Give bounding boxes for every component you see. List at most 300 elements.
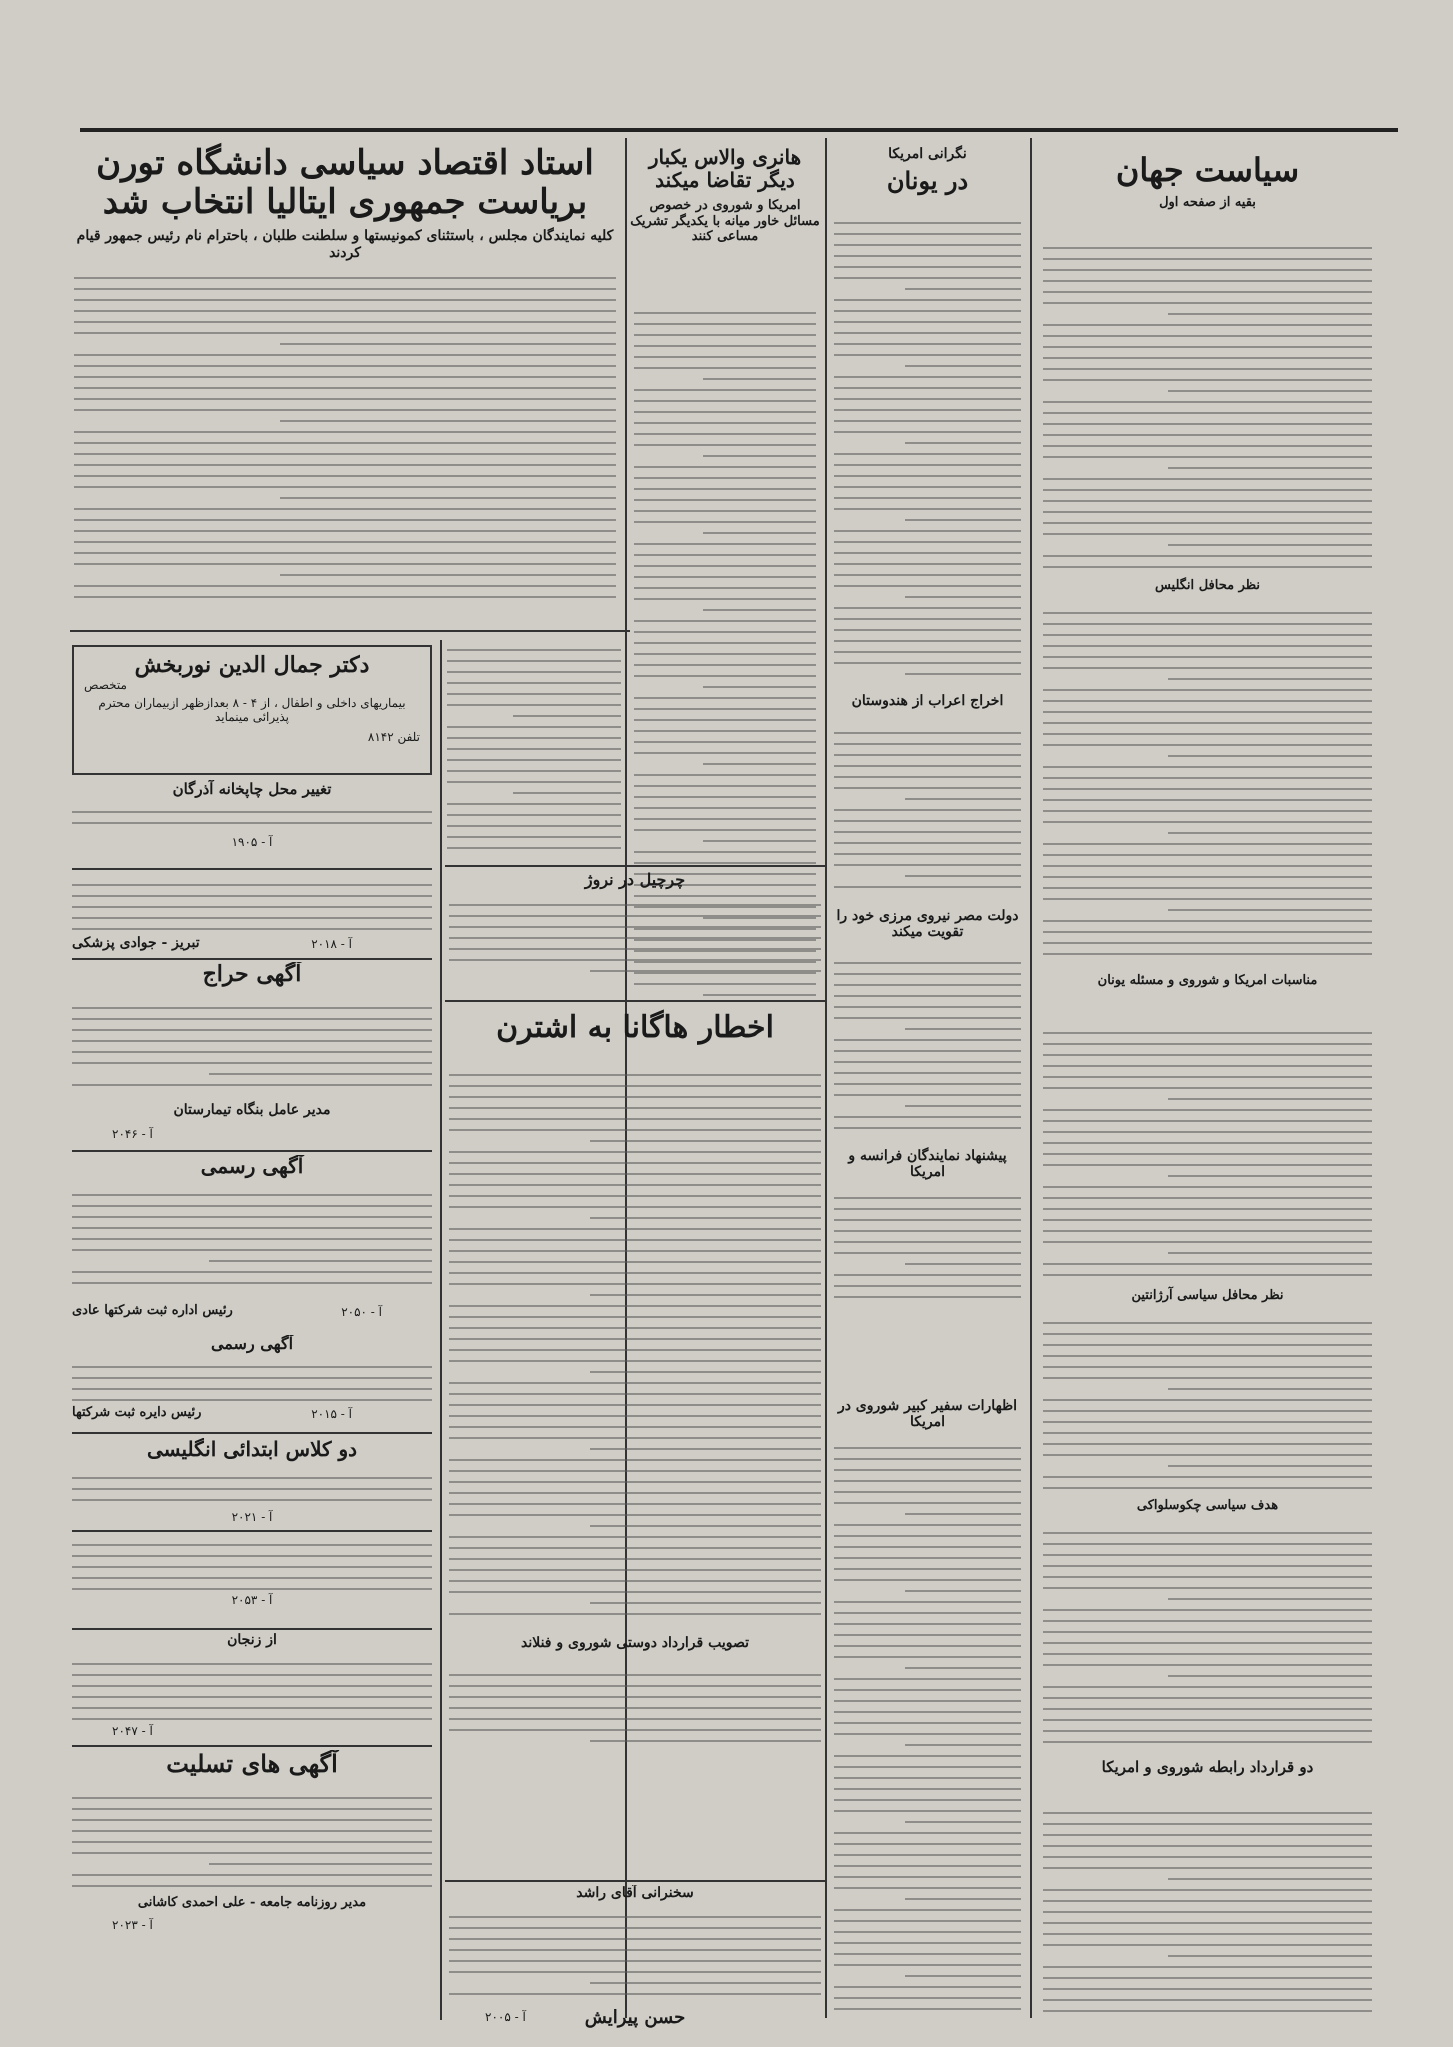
text-line <box>834 1942 1021 1944</box>
ad-official-title: آگهی رسمی <box>200 1155 304 1178</box>
text-line <box>1043 656 1372 658</box>
text-line <box>1168 678 1372 680</box>
text-line <box>634 367 816 369</box>
text-line <box>449 948 821 950</box>
text-line <box>1043 1856 1372 1858</box>
speech-article <box>445 1885 825 2035</box>
text-line <box>449 1305 821 1307</box>
text-line <box>634 708 816 710</box>
text-line <box>634 466 816 468</box>
text-line <box>834 1700 1021 1702</box>
text-line <box>72 1249 432 1251</box>
text-line <box>590 970 821 972</box>
text-line <box>1043 1054 1372 1056</box>
text-line <box>1043 920 1372 922</box>
section-heading: مناسبات امریکا و شوروی و مسئله یونان <box>1097 973 1318 988</box>
text-line <box>634 433 816 435</box>
text-line <box>1043 634 1372 636</box>
text-line <box>1043 810 1372 812</box>
text-line <box>1043 1443 1372 1445</box>
text-line <box>1043 500 1372 502</box>
text-line <box>72 1051 432 1053</box>
text-line <box>834 973 1021 975</box>
text-line <box>72 1663 432 1665</box>
article-text <box>834 1438 1021 2018</box>
text-line <box>834 1469 1021 1471</box>
text-line <box>834 809 1021 811</box>
text-line <box>449 1151 821 1153</box>
text-line <box>72 1718 432 1720</box>
text-line <box>72 906 432 908</box>
text-line <box>449 1239 821 1241</box>
article-text <box>449 895 821 975</box>
text-line <box>834 1766 1021 1768</box>
text-line <box>834 1480 1021 1482</box>
text-line <box>834 864 1021 866</box>
text-line <box>72 1377 432 1379</box>
text-line <box>905 1105 1021 1107</box>
text-line <box>449 1971 821 1973</box>
text-line <box>634 851 816 853</box>
text-line <box>449 1118 821 1120</box>
text-line <box>834 475 1021 477</box>
text-line <box>834 574 1021 576</box>
text-line <box>449 1415 821 1417</box>
text-line <box>1043 555 1372 557</box>
text-line <box>834 1072 1021 1074</box>
text-line <box>1043 1933 1372 1935</box>
text-line <box>449 1426 821 1428</box>
text-line <box>634 444 816 446</box>
text-line <box>834 765 1021 767</box>
text-line <box>834 1986 1021 1988</box>
text-line <box>634 796 816 798</box>
text-line <box>447 836 621 838</box>
text-line <box>72 1271 432 1273</box>
text-line <box>905 1667 1021 1669</box>
text-line <box>209 1260 432 1262</box>
ad-text <box>72 998 432 1093</box>
text-line <box>74 332 616 334</box>
text-line <box>74 475 616 477</box>
text-line <box>634 785 816 787</box>
text-line <box>72 1874 432 1876</box>
text-line <box>1043 1487 1372 1489</box>
text-line <box>834 563 1021 565</box>
section-heading: دولت مصر نیروی مرزی خود را تقویت میکند <box>836 908 1019 940</box>
text-line <box>1168 909 1372 911</box>
text-line <box>447 781 621 783</box>
text-line <box>834 1296 1021 1298</box>
text-line <box>1043 1263 1372 1265</box>
ad-official2-title: آگهی رسمی <box>210 1335 294 1353</box>
text-line <box>634 752 816 754</box>
text-line <box>1043 1076 1372 1078</box>
text-line <box>72 1084 432 1086</box>
text-line <box>590 1602 821 1604</box>
text-line <box>1043 1120 1372 1122</box>
text-line <box>1043 291 1372 293</box>
signature: حسن پیرایش <box>584 2007 686 2028</box>
text-line <box>834 464 1021 466</box>
text-line <box>447 682 621 684</box>
text-line <box>74 376 616 378</box>
greece-title: در یونان <box>886 165 969 195</box>
text-line <box>1043 1355 1372 1357</box>
text-line <box>834 1953 1021 1955</box>
text-line <box>834 1722 1021 1724</box>
ad-thanks <box>72 875 432 955</box>
text-line <box>1043 1697 1372 1699</box>
text-line <box>834 995 1021 997</box>
text-line <box>634 356 816 358</box>
text-line <box>834 1931 1021 1933</box>
text-line <box>1043 942 1372 944</box>
ad-title: تغییر محل چاپخانه آذرگان <box>172 780 332 798</box>
text-line <box>449 1250 821 1252</box>
text-line <box>834 853 1021 855</box>
text-line <box>834 984 1021 986</box>
text-line <box>834 820 1021 822</box>
text-line <box>449 1404 821 1406</box>
text-line <box>449 1492 821 1494</box>
text-line <box>905 1821 1021 1823</box>
text-line <box>634 488 816 490</box>
text-line <box>834 962 1021 964</box>
text-line <box>634 389 816 391</box>
text-line <box>834 497 1021 499</box>
text-line <box>1043 1322 1372 1324</box>
text-line <box>74 530 616 532</box>
text-line <box>834 1777 1021 1779</box>
text-line <box>74 299 616 301</box>
ad-code: آ - ۲۰۴۷ <box>112 1724 153 1738</box>
article-text <box>449 1665 821 1745</box>
article-text <box>834 1188 1021 1308</box>
text-line <box>72 811 432 813</box>
text-line <box>703 378 816 380</box>
text-line <box>834 299 1021 301</box>
section-rule <box>72 1745 432 1747</box>
ad-doctor-sub: متخصص <box>84 678 127 693</box>
text-line <box>834 453 1021 455</box>
text-line <box>1043 533 1372 535</box>
text-line <box>834 1876 1021 1878</box>
text-line <box>447 847 621 849</box>
text-line <box>834 662 1021 664</box>
article-text <box>449 1065 821 1625</box>
text-line <box>834 1920 1021 1922</box>
text-line <box>1043 1377 1372 1379</box>
haganah-title: اخطار هاگانا به اشترن <box>496 1010 774 1045</box>
text-line <box>1043 1197 1372 1199</box>
text-line <box>1043 733 1372 735</box>
text-line <box>72 1477 432 1479</box>
text-line <box>280 420 616 422</box>
text-line <box>834 431 1021 433</box>
text-line <box>834 1645 1021 1647</box>
column-rule <box>1030 138 1032 2018</box>
main-subheadline: کلیه نمایندگان مجلس ، باستثنای کمونیستها و سلطنت طلبان ، باحترام نام رئیس جمهور قیام کردند <box>76 228 614 261</box>
text-line <box>74 310 616 312</box>
text-line <box>834 508 1021 510</box>
text-line <box>834 754 1021 756</box>
text-line <box>1043 1664 1372 1666</box>
text-line <box>703 840 816 842</box>
text-line <box>72 1685 432 1687</box>
ad-code: آ - ۲۰۱۸ <box>311 937 352 951</box>
text-line <box>834 776 1021 778</box>
text-line <box>449 937 821 939</box>
text-line <box>834 1116 1021 1118</box>
ad-text <box>72 1357 432 1402</box>
text-line <box>1043 1333 1372 1335</box>
text-line <box>1168 1252 1372 1254</box>
text-line <box>834 1601 1021 1603</box>
text-line <box>449 1503 821 1505</box>
text-line <box>1043 1274 1372 1276</box>
text-line <box>1043 623 1372 625</box>
churchill-article <box>445 870 825 990</box>
text-line <box>449 1162 821 1164</box>
section-rule <box>70 630 630 632</box>
text-line <box>449 1327 821 1329</box>
text-line <box>834 354 1021 356</box>
text-line <box>447 660 621 662</box>
text-line <box>449 1707 821 1709</box>
text-line <box>280 574 616 576</box>
ad-text <box>72 1185 432 1290</box>
text-line <box>1168 1878 1372 1880</box>
article-text <box>1043 238 1372 568</box>
text-line <box>72 1388 432 1390</box>
text-line <box>72 1216 432 1218</box>
text-line <box>834 1219 1021 1221</box>
section-rule <box>445 1880 825 1882</box>
text-line <box>449 1272 821 1274</box>
speech-title: سخنرانی آقای راشد <box>576 1885 694 1901</box>
section-heading: پیشنهاد نمایندگان فرانسه و امریکا <box>848 1148 1007 1180</box>
text-line <box>449 1729 821 1731</box>
text-line <box>1043 1109 1372 1111</box>
text-line <box>634 653 816 655</box>
article-text <box>449 1907 821 2002</box>
text-line <box>209 1073 432 1075</box>
ad-sign: مدیر روزنامه جامعه - علی احمدی کاشانی <box>137 1895 367 1910</box>
text-line <box>834 1656 1021 1658</box>
text-line <box>449 1536 821 1538</box>
text-line <box>449 1107 821 1109</box>
text-line <box>634 576 816 578</box>
text-line <box>905 596 1021 598</box>
text-line <box>72 822 432 824</box>
ad-doctor <box>72 645 432 775</box>
text-line <box>834 1285 1021 1287</box>
text-line <box>72 1797 432 1799</box>
text-line <box>834 1799 1021 1801</box>
text-line <box>1043 335 1372 337</box>
text-line <box>1043 1834 1372 1836</box>
text-line <box>1043 777 1372 779</box>
text-line <box>634 719 816 721</box>
text-line <box>1043 1730 1372 1732</box>
text-line <box>72 1819 432 1821</box>
ad-official <box>72 1155 432 1330</box>
text-line <box>74 563 616 565</box>
text-line <box>449 1938 821 1940</box>
text-line <box>1043 357 1372 359</box>
section-rule <box>72 1628 432 1630</box>
text-line <box>834 310 1021 312</box>
text-line <box>834 1810 1021 1812</box>
text-line <box>74 552 616 554</box>
text-line <box>634 818 816 820</box>
text-line <box>74 277 616 279</box>
section-rule <box>445 865 825 867</box>
section-heading: نظر محافل انگلیس <box>1154 578 1261 593</box>
ad-code: آ - ۲۰۱۵ <box>311 1407 352 1421</box>
text-line <box>834 1535 1021 1537</box>
text-line <box>834 1887 1021 1889</box>
text-line <box>1043 645 1372 647</box>
article-text <box>834 723 1021 893</box>
text-line <box>72 1841 432 1843</box>
text-line <box>447 693 621 695</box>
text-line <box>72 1040 432 1042</box>
text-line <box>72 884 432 886</box>
ad-auction-title: آگهی حراج <box>202 962 302 987</box>
text-line <box>1043 1823 1372 1825</box>
text-line <box>1043 401 1372 403</box>
text-line <box>634 598 816 600</box>
text-line <box>1043 1208 1372 1210</box>
text-line <box>1043 1366 1372 1368</box>
text-line <box>834 732 1021 734</box>
text-line <box>1043 1186 1372 1188</box>
text-line <box>1043 612 1372 614</box>
ad-doctor-title: دکتر جمال الدین نوربخش <box>134 652 370 678</box>
text-line <box>905 365 1021 367</box>
text-line <box>905 1590 1021 1592</box>
text-line <box>1043 1708 1372 1710</box>
text-line <box>1043 423 1372 425</box>
text-line <box>1168 1098 1372 1100</box>
text-line <box>834 244 1021 246</box>
text-line <box>72 1488 432 1490</box>
ad-sign: رئیس اداره ثبت شرکتها عادی <box>72 1303 233 1318</box>
text-line <box>834 1524 1021 1526</box>
text-line <box>72 1674 432 1676</box>
text-line <box>1168 1388 1372 1390</box>
text-line <box>447 759 621 761</box>
text-line <box>834 1623 1021 1625</box>
text-line <box>1043 412 1372 414</box>
text-line <box>634 587 816 589</box>
text-line <box>1043 247 1372 249</box>
text-line <box>1043 379 1372 381</box>
text-line <box>703 455 816 457</box>
text-line <box>834 343 1021 345</box>
text-line <box>834 1447 1021 1449</box>
text-line <box>905 875 1021 877</box>
text-line <box>1043 722 1372 724</box>
text-line <box>834 530 1021 532</box>
text-line <box>447 770 621 772</box>
text-line <box>834 376 1021 378</box>
text-line <box>1168 544 1372 546</box>
text-line <box>72 1205 432 1207</box>
wallace-title: هانری والاس یکبار دیگر تقاضا میکند <box>648 145 802 192</box>
text-line <box>1043 1241 1372 1243</box>
text-line <box>1043 1719 1372 1721</box>
text-line <box>1043 1454 1372 1456</box>
world-politics-title: سیاست جهان <box>1115 151 1300 189</box>
text-line <box>834 222 1021 224</box>
text-line <box>449 1685 821 1687</box>
text-line <box>1043 1576 1372 1578</box>
text-line <box>449 1481 821 1483</box>
text-line <box>1168 832 1372 834</box>
text-line <box>834 1491 1021 1493</box>
ad-english-title: دو کلاس ابتدائی انگلیسی <box>146 1438 358 1461</box>
text-line <box>1043 280 1372 282</box>
article-text <box>74 268 616 608</box>
article-text <box>1043 603 1372 963</box>
text-line <box>1043 1977 1372 1979</box>
ad-sign: مدیر عامل بنگاه تیمارستان <box>173 1102 331 1118</box>
text-line <box>449 1514 821 1516</box>
text-line <box>1043 1032 1372 1034</box>
text-line <box>74 442 616 444</box>
text-line <box>1043 1845 1372 1847</box>
ad-text <box>72 875 432 930</box>
text-line <box>1043 898 1372 900</box>
text-line <box>634 664 816 666</box>
text-line <box>703 686 816 688</box>
text-line <box>1043 1087 1372 1089</box>
text-line <box>1043 700 1372 702</box>
text-line <box>590 1448 821 1450</box>
text-line <box>834 886 1021 888</box>
haganah-article <box>445 1005 825 1865</box>
ad-doctor-body: بیماریهای داخلی و اطفال ، از ۴ - ۸ بعدازظهر ازبیماران محترم پذیرائی مینماید <box>98 696 406 725</box>
text-line <box>1043 1812 1372 1814</box>
text-line <box>634 521 816 523</box>
text-line <box>1043 887 1372 889</box>
text-line <box>1043 1911 1372 1913</box>
text-line <box>834 1208 1021 1210</box>
text-line <box>447 737 621 739</box>
ad-code: آ - ۱۹۰۵ <box>231 835 273 849</box>
section-rule <box>72 958 432 960</box>
text-line <box>513 715 621 717</box>
text-line <box>1043 1686 1372 1688</box>
text-line <box>1043 766 1372 768</box>
main-headline: استاد اقتصاد سیاسی دانشگاه تورن بریاست جمهوری ایتالیا انتخاب شد <box>96 143 594 223</box>
text-line <box>449 1674 821 1676</box>
text-line <box>1043 1421 1372 1423</box>
section-rule <box>72 868 432 870</box>
text-line <box>634 829 816 831</box>
text-line <box>834 1843 1021 1845</box>
text-line <box>590 1740 821 1742</box>
ad-zanjan <box>72 1632 432 1742</box>
text-line <box>834 1094 1021 1096</box>
text-line <box>834 1274 1021 1276</box>
column-rule <box>825 138 827 2018</box>
text-line <box>1043 368 1372 370</box>
text-line <box>834 1997 1021 1999</box>
